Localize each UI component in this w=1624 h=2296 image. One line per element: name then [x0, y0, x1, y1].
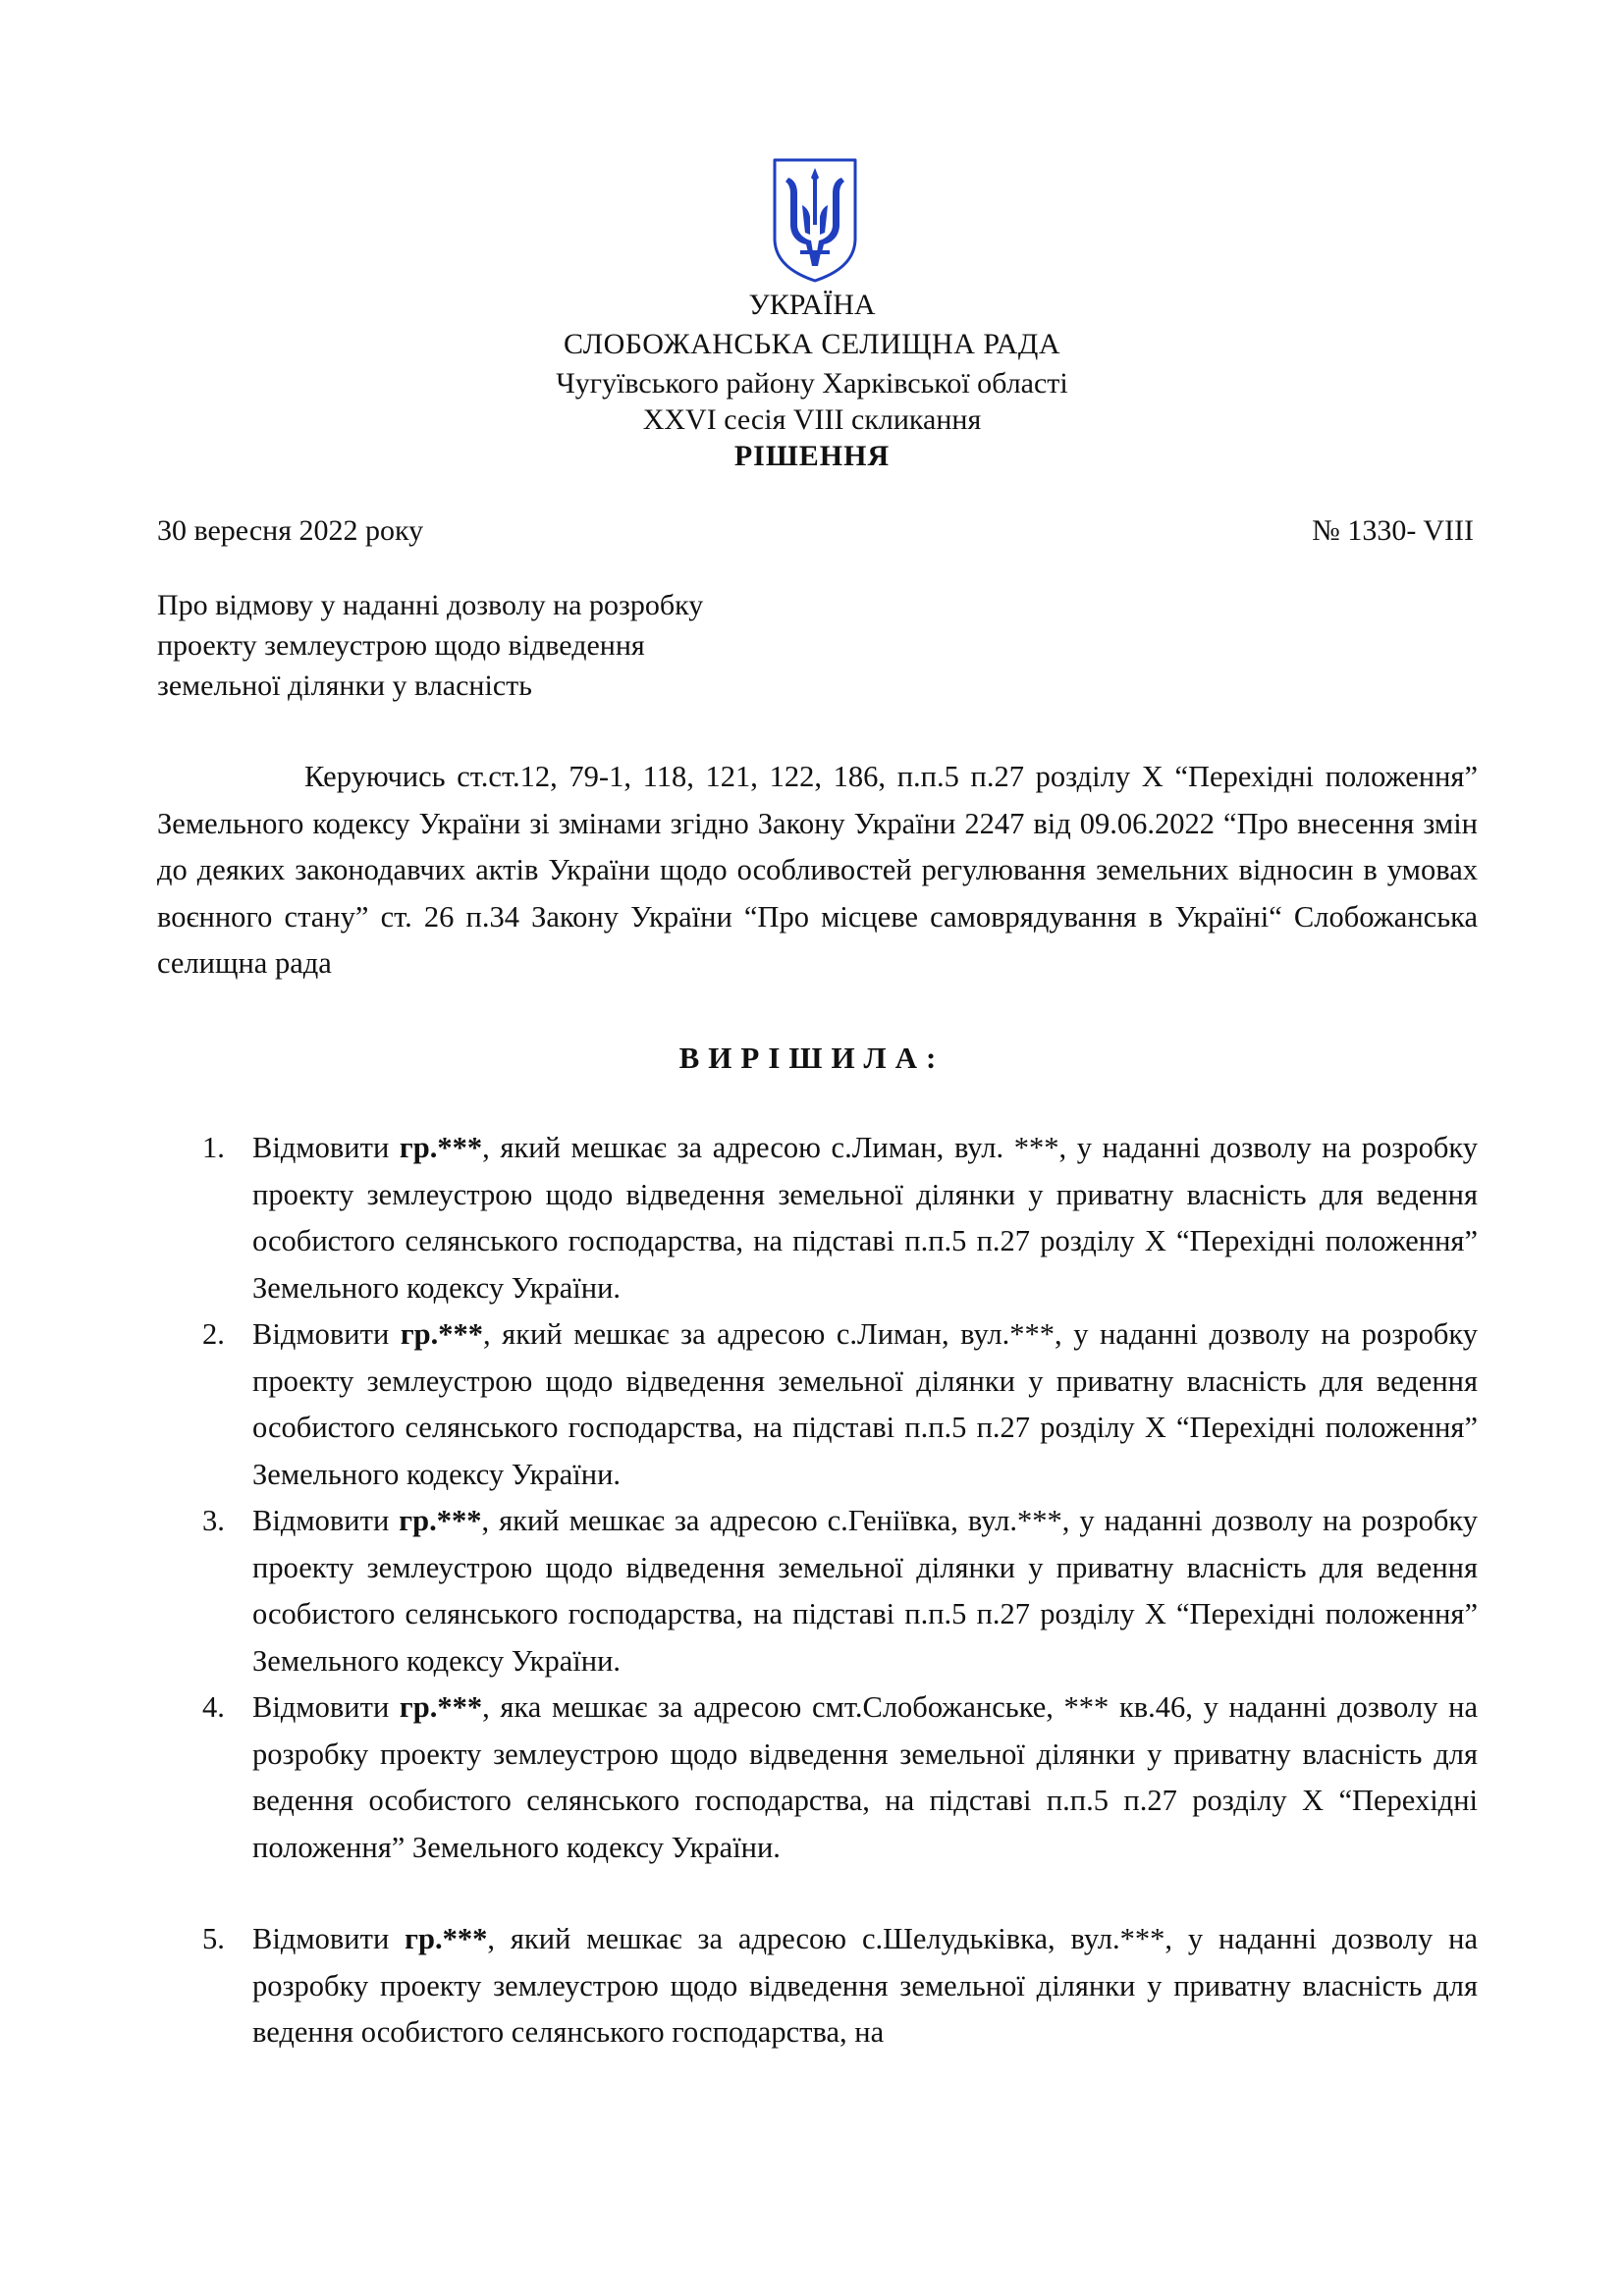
decision-item-lead: Відмовити: [252, 1131, 400, 1164]
decision-date: 30 вересня 2022 року: [157, 514, 424, 547]
decision-item-person: гр.***: [399, 1131, 483, 1164]
decision-item-number: 2.: [202, 1317, 225, 1351]
decision-item-person: гр.***: [399, 1504, 482, 1537]
decision-item-number: 1.: [202, 1131, 225, 1164]
subject-line: проекту землеустрою щодо відведення: [157, 629, 645, 662]
header-council: СЛОБОЖАНСЬКА СЕЛИЩНА РАДА: [563, 328, 1061, 360]
document-type-title: РІШЕННЯ: [733, 440, 891, 472]
decision-item: [157, 1125, 1478, 1311]
subject-line: земельної ділянки у власність: [157, 669, 532, 702]
decided-heading: ВИРІШИЛА:: [678, 1041, 946, 1075]
decision-item-text: , який мешкає за адресою с.Лиман, вул. ***, у наданні дозволу на розробку проекту землеустрою щодо відведення земельної ділянки у приватну власність для ведення особистого селянського господарства, на підставі п.п.5 п.27 розділу Х “Перехідні положення” Земельного кодексу України.: [252, 1131, 1479, 1305]
decision-number: № 1330- VIII: [1312, 514, 1474, 547]
header-country: УКРАЇНА: [748, 289, 876, 321]
decision-item: [157, 1498, 1478, 1684]
decision-item-person: гр.***: [405, 1922, 488, 1955]
header-session: XXVI сесія VIII скликання: [642, 403, 982, 436]
decision-item: [157, 1311, 1478, 1498]
decision-item: [157, 1684, 1478, 1871]
decision-item-text: , який мешкає за адресою с.Шелудьківка, вул.***, у наданні дозволу на розробку проекту землеустрою щодо відведення земельної ділянки у приватну власність для ведення особистого селянського господарства, на: [252, 1922, 1478, 2049]
decision-item-text: , який мешкає за адресою с.Геніївка, вул.***, у наданні дозволу на розробку проекту землеустрою щодо відведення земельної ділянки у приватну власність для ведення особистого селянського господарства, на підставі п.п.5 п.27 розділу Х “Перехідні положення” Земельного кодексу України.: [252, 1504, 1478, 1678]
decisions-list: [157, 1125, 1478, 2056]
decision-subject: [157, 585, 703, 706]
subject-line: Про відмову у наданні дозволу на розробку: [157, 589, 704, 621]
paragraph-gap: [157, 1871, 1478, 1916]
decision-item: [157, 1916, 1478, 2056]
decision-item-number: 3.: [202, 1504, 225, 1537]
preamble-paragraph: Керуючись ст.ст.12, 79-1, 118, 121, 122, 186, п.п.5 п.27 розділу Х “Перехідні положення” Земельного кодексу України зі змінами згідно Закону України 2247 від 09.06.2022 “Про внесення змін до деяких законодавчих актів України щодо особливостей регулювання земельних відносин в умовах воєнного стану” ст. 26 п.34 Закону України “Про місцеве самоврядування в Україні“ Слобожанська селищна рада: [157, 760, 1478, 980]
decision-item-number: 5.: [202, 1922, 225, 1955]
decision-item-number: 4.: [202, 1690, 225, 1724]
decision-item-person: гр.***: [400, 1317, 484, 1351]
header-district: Чугуївського району Харківської області: [556, 367, 1068, 400]
decision-item-text: , який мешкає за адресою с.Лиман, вул.***, у наданні дозволу на розробку проекту землеустрою щодо відведення земельної ділянки у приватну власність для ведення особистого селянського господарства, на підставі п.п.5 п.27 розділу Х “Перехідні положення” Земельного кодексу України.: [252, 1317, 1479, 1491]
decision-item-lead: Відмовити: [252, 1504, 400, 1537]
ukraine-trident-emblem-icon: [771, 156, 859, 284]
decision-item-lead: Відмовити: [252, 1317, 401, 1351]
decision-item-lead: Відмовити: [252, 1690, 400, 1724]
decision-item-lead: Відмовити: [252, 1922, 406, 1955]
decision-item-person: гр.***: [399, 1690, 483, 1724]
decision-item-text: , яка мешкає за адресою смт.Слобожанське, *** кв.46, у наданні дозволу на розробку проекту землеустрою щодо відведення земельної ділянки у приватну власність для ведення особистого селянського господарства, на підставі п.п.5 п.27 розділу Х “Перехідні положення” Земельного кодексу України.: [252, 1690, 1478, 1864]
